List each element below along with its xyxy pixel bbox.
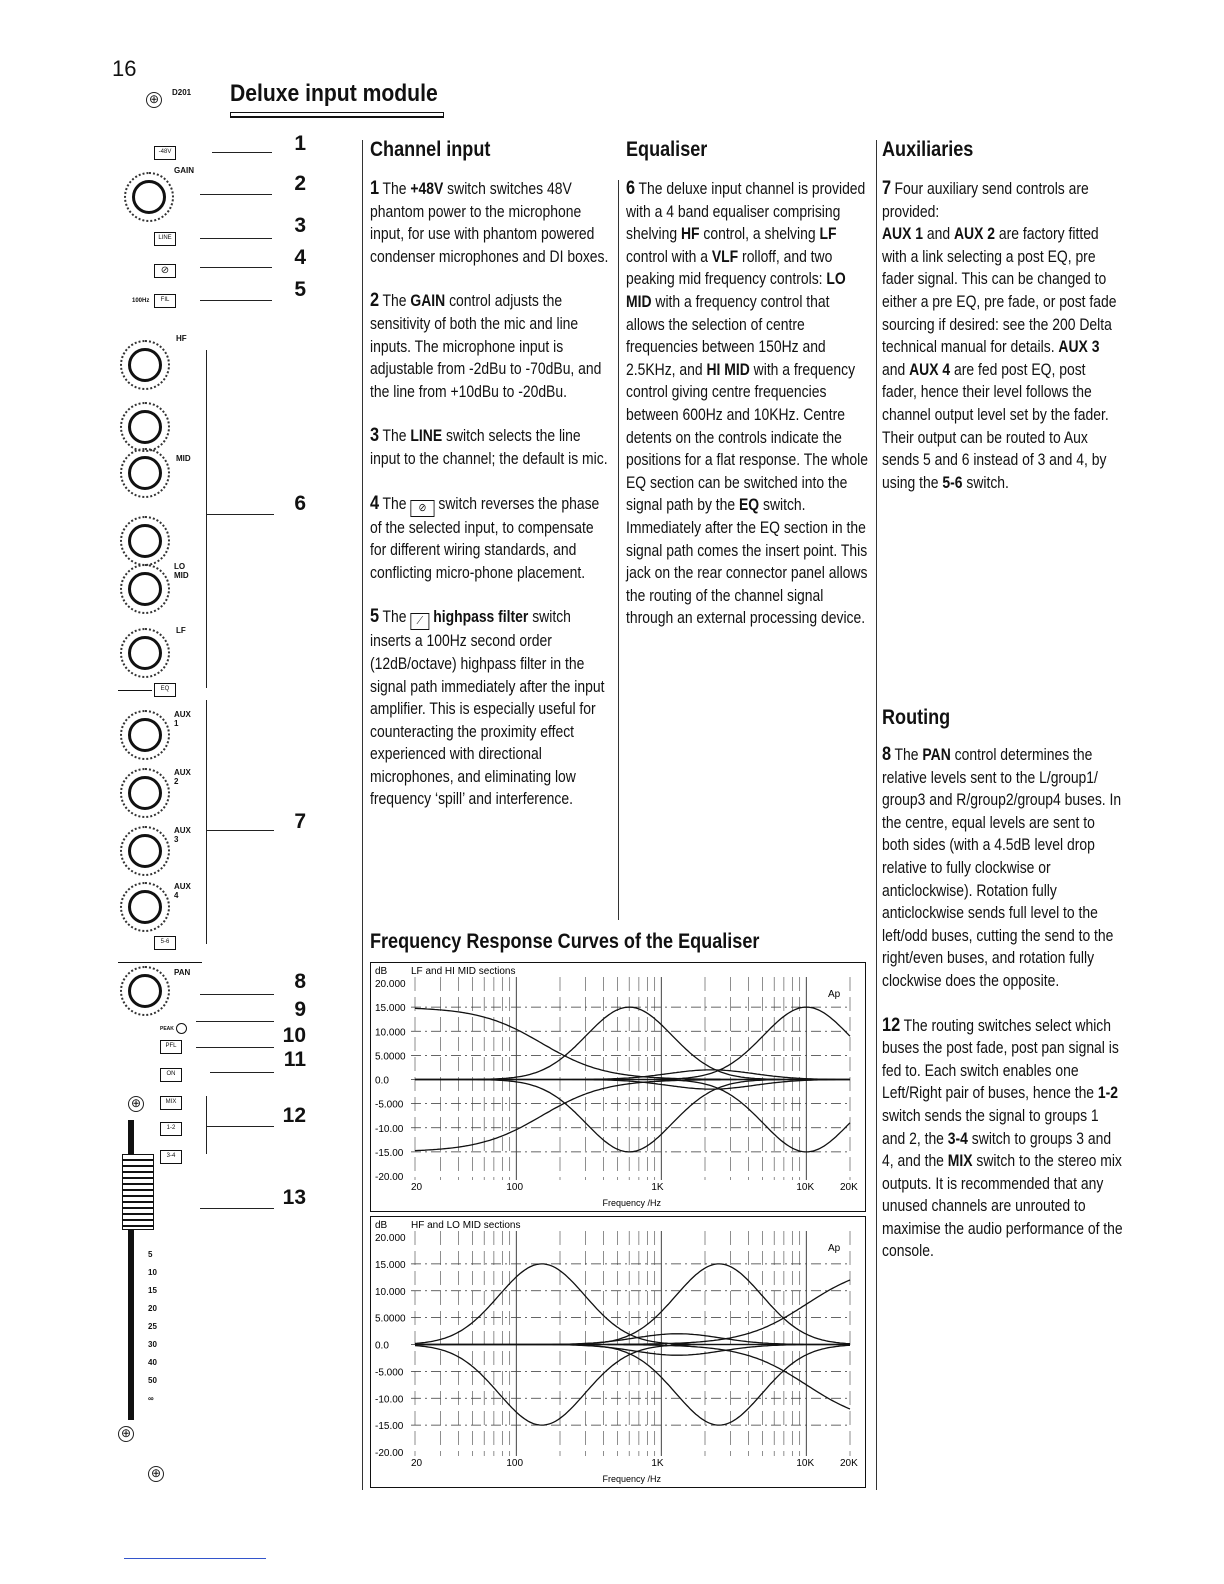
item-number: 2 (370, 290, 380, 312)
pan-knob (128, 974, 162, 1008)
item-number: 5 (370, 606, 380, 628)
callout-4: 4 (294, 246, 306, 269)
callout-line (200, 994, 274, 995)
text-bold: 5-6 (942, 473, 963, 492)
text-bold: HF (680, 225, 700, 244)
callout-line (200, 300, 272, 301)
routing-heading: Routing (882, 706, 951, 729)
page-number: 16 (112, 56, 137, 81)
eq-bracket (206, 350, 207, 688)
chart-title: HF and LO MID sections (411, 1220, 521, 1231)
aux-bracket (206, 700, 207, 944)
hpf-freq-label: 100Hz (132, 298, 150, 304)
title-underline (230, 112, 444, 118)
y-tick-label: -20.00 (375, 1172, 404, 1183)
paragraph-4 (370, 493, 611, 585)
paragraph-8 (882, 744, 1123, 993)
fader-mark: 15 (148, 1286, 157, 1295)
chart-series-line (415, 1080, 850, 1090)
phase-switch: ⊘ (154, 264, 176, 278)
hi-mid-label: MID (176, 454, 191, 463)
item-number: 3 (370, 425, 380, 447)
chart-series-line (415, 1070, 850, 1080)
fader-mark: 50 (148, 1376, 157, 1385)
chart-unit-label: dB (375, 1220, 388, 1231)
y-tick-label: 10.000 (375, 1286, 406, 1298)
channel-strip-illustration (110, 130, 210, 1500)
text-bold: AUX 1 (882, 225, 924, 244)
text: control with a (626, 247, 712, 266)
chart-series-line (415, 1345, 850, 1426)
screw-icon: ⊕ (118, 1426, 134, 1442)
y-tick-label: 0.0 (375, 1340, 389, 1352)
callout-line (206, 830, 274, 831)
callout-2: 2 (294, 172, 306, 195)
text: The (382, 180, 411, 198)
equaliser-heading: Equaliser (626, 138, 708, 161)
x-tick-label: 10K (796, 1182, 815, 1193)
text-bold: MIX (947, 1152, 973, 1171)
paragraph-1 (370, 178, 611, 268)
callout-line (200, 1208, 274, 1209)
text: switch. Immediately after the EQ section in the signal path comes the insert point. This jack on the rear connector panel allows the routing of the channel signal through an external processing device. (626, 496, 868, 628)
gain-label: GAIN (174, 166, 194, 175)
chart-hf-lomid-svg (371, 1217, 864, 1486)
text: switch. (962, 473, 1009, 492)
text: The routing switches select which buses the post fade, post pan signal is fed to. Each switch enables one Left/Right pair of buses, hence the (882, 1016, 1119, 1103)
eq-switch: EQ (154, 683, 176, 697)
y-tick-label: -10.00 (375, 1123, 404, 1135)
y-tick-label: 10.000 (375, 1027, 406, 1039)
peak-led (176, 1023, 187, 1034)
phantom-switch: -48V (154, 146, 176, 160)
y-tick-label: 15.000 (375, 1003, 406, 1015)
aux56-switch: 5-6 (154, 936, 176, 950)
fader-scale (136, 1250, 176, 1420)
text: The deluxe input channel is provided with a 4 band equaliser comprising shelving (626, 180, 866, 244)
text-bold: LF (819, 225, 837, 244)
x-axis-label: Frequency /Hz (602, 1474, 662, 1484)
text: switch selects the line input to the channel; the default is mic. (370, 427, 608, 468)
chart-series-line (415, 1264, 850, 1345)
on-switch: ON (160, 1068, 182, 1082)
text: with a frequency control that allows the selection of centre frequencies between 150Hz and 2.5KHz, and (626, 292, 830, 379)
item-number: 1 (370, 178, 380, 199)
callout-5: 5 (294, 278, 306, 301)
text: The (382, 427, 411, 446)
text: control determines the relative levels sent to the L/group1/ group3 and R/group2/group4 buses. In the centre, equal levels are sent to both sides (with a 4.5dB level drop relative to fully clockwise or anticlockwise). Rotation fully anticlockwise sends full level to the left/odd buses, cutting the send to the right/even buses, and rotation fully clockwise does the opposite. (882, 746, 1122, 990)
text: are factory fitted with a link selecting a post EQ, pre fader signal. This can be changed to either a pre EQ, pre fade, or post fade sourcing if desired: see the 200 Delta technical manual for details. (882, 225, 1117, 357)
highpass-symbol-icon: ⟋ (410, 613, 429, 630)
text-bold: 1-2 (1097, 1084, 1119, 1103)
callout-line (200, 194, 272, 195)
text: The (382, 608, 411, 627)
callout-3: 3 (294, 214, 306, 237)
line-switch: LINE (154, 232, 176, 246)
lf-knob (128, 636, 162, 670)
column-rule (362, 140, 363, 1490)
eq-divider (118, 690, 152, 691)
paragraph-3 (370, 425, 611, 470)
y-tick-label: -15.00 (375, 1147, 404, 1159)
phase-symbol-icon: ⊘ (410, 500, 434, 517)
equaliser-text (626, 178, 869, 652)
callout-line (196, 1047, 274, 1048)
chart-lf-himid (370, 962, 866, 1212)
aux1-label: AUX 1 (174, 710, 191, 728)
text-bold: VLF (711, 247, 739, 266)
callout-12: 12 (282, 1104, 306, 1127)
aux4-knob (128, 890, 162, 924)
y-tick-label: -5.000 (375, 1099, 404, 1111)
hi-mid-gain-knob (128, 456, 162, 490)
fader-mark: 30 (148, 1340, 157, 1349)
mix-switch: MIX (160, 1096, 182, 1110)
aux1-knob (128, 718, 162, 752)
item-number: 7 (882, 178, 892, 199)
callout-13: 13 (282, 1186, 306, 1209)
channel-input-text (370, 178, 611, 833)
footer-rule (124, 1558, 266, 1559)
x-tick-label: 20K (840, 1458, 858, 1469)
screw-icon: ⊕ (146, 92, 162, 108)
routing-text (882, 744, 1123, 1285)
column-rule (876, 140, 877, 1490)
chart-series-line (415, 1280, 850, 1345)
x-tick-label: 1K (651, 1458, 664, 1469)
paragraph-5 (370, 606, 611, 811)
text-bold: GAIN (410, 292, 446, 311)
aux3-label: AUX 3 (174, 826, 191, 844)
hf-knob (128, 348, 162, 382)
gain-knob (132, 180, 166, 214)
text-bold: EQ (738, 496, 760, 515)
chart-series-line (415, 1007, 850, 1079)
fader-mark: 20 (148, 1304, 157, 1313)
peak-label: PEAK (160, 1026, 174, 1032)
auxiliaries-heading: Auxiliaries (882, 138, 974, 161)
pan-label: PAN (174, 968, 191, 977)
auxiliaries-text (882, 178, 1123, 516)
chart-ap-label: Ap (828, 1243, 841, 1254)
item-number: 12 (882, 1014, 901, 1036)
channel-input-heading: Channel input (370, 138, 491, 161)
text-bold: LO MID (626, 270, 846, 311)
text: and (882, 360, 910, 379)
fader-mark: 5 (148, 1250, 153, 1259)
paragraph-12 (882, 1015, 1123, 1264)
route-34-switch: 3-4 (160, 1150, 182, 1164)
y-tick-label: 20.000 (375, 979, 406, 990)
fader-mark: 25 (148, 1322, 157, 1331)
callout-7: 7 (294, 810, 306, 833)
chart-series-line (415, 1345, 850, 1410)
y-tick-label: -15.00 (375, 1421, 404, 1433)
screw-icon: ⊕ (148, 1466, 164, 1482)
chart-series-line (415, 1080, 850, 1152)
callout-line (206, 1126, 274, 1127)
callout-line (210, 1072, 274, 1073)
x-tick-label: 1K (651, 1182, 664, 1193)
y-tick-label: -10.00 (375, 1394, 404, 1406)
paragraph-6 (626, 178, 869, 630)
lf-label: LF (176, 626, 186, 635)
y-tick-label: -20.00 (375, 1448, 404, 1459)
callout-line (200, 238, 272, 239)
text: rolloff, and two peaking mid frequency controls: (626, 247, 833, 289)
lo-mid-freq-knob (128, 524, 162, 558)
text: with a frequency control giving centre frequencies between 600Hz and 10KHz. Centre detents on the controls indicate the positions for a flat response. The whole EQ section can be switched into the signal path by the (626, 360, 868, 515)
page-title: Deluxe input module (230, 80, 438, 107)
callout-line (200, 267, 272, 268)
text: switch switches 48V phantom power to the microphone input, for use with phantom powered condenser microphones and DI boxes. (370, 180, 609, 266)
y-tick-label: 20.000 (375, 1233, 406, 1244)
fader-mark: 40 (148, 1358, 157, 1367)
text-bold: highpass filter (429, 608, 529, 627)
y-tick-label: 5.0000 (375, 1313, 406, 1325)
chart-series-line (415, 1080, 850, 1152)
callout-1: 1 (294, 132, 306, 155)
aux4-label: AUX 4 (174, 882, 191, 900)
routing-bracket (206, 1096, 207, 1154)
aux2-knob (128, 776, 162, 810)
chart-series-line (415, 1345, 850, 1426)
chart-series-line (415, 1007, 850, 1079)
y-tick-label: 0.0 (375, 1075, 389, 1087)
chart-series-line (415, 1264, 850, 1345)
text: control, a shelving (699, 225, 820, 244)
x-tick-label: 20 (411, 1182, 423, 1193)
callout-8: 8 (294, 970, 306, 993)
text: switch sends the signal to groups 1 and 2, the (882, 1106, 1099, 1148)
screw-icon: ⊕ (128, 1096, 144, 1112)
chart-hf-lomid (370, 1216, 866, 1488)
hf-label: HF (176, 334, 187, 343)
column-rule (618, 180, 619, 920)
text-bold: PAN (922, 746, 951, 764)
hi-mid-freq-knob (128, 410, 162, 444)
text: The (382, 292, 411, 311)
x-tick-label: 100 (506, 1458, 524, 1469)
text: The (382, 494, 411, 513)
text-bold: AUX 2 (953, 225, 995, 244)
callout-9: 9 (294, 998, 306, 1021)
text: The (894, 746, 923, 764)
callout-line (206, 514, 274, 515)
x-axis-label: Frequency /Hz (602, 1198, 662, 1208)
text: switch to groups 3 and 4, and the (882, 1129, 1112, 1171)
curves-heading: Frequency Response Curves of the Equaliser (370, 930, 760, 953)
hpf-switch: FIL (154, 294, 176, 308)
text: switch to the stereo mix outputs. It is recommended that any unused channels are unrouted to maximise the audio performance of the console. (882, 1152, 1123, 1261)
callout-10: 10 (282, 1024, 306, 1047)
chart-title: LF and HI MID sections (411, 966, 516, 977)
pan-divider (118, 962, 202, 963)
text: switch reverses the phase of the selected input, to compensate for different wiring standards, and conflicting micro-phone placement. (370, 494, 600, 582)
callout-6: 6 (294, 492, 306, 515)
callout-line (196, 1021, 274, 1022)
paragraph-2 (370, 290, 611, 403)
x-tick-label: 20 (411, 1458, 423, 1469)
y-tick-label: -5.000 (375, 1367, 404, 1379)
y-tick-label: 5.0000 (375, 1051, 406, 1063)
fader-knob (122, 1154, 154, 1230)
lo-mid-gain-knob (128, 572, 162, 606)
chart-series-line (415, 1080, 850, 1151)
pfl-switch: PFL (160, 1040, 182, 1054)
x-tick-label: 100 (506, 1182, 524, 1193)
x-tick-label: 10K (796, 1458, 815, 1469)
y-tick-label: 15.000 (375, 1259, 406, 1271)
chart-lf-himid-svg (371, 963, 864, 1210)
text-bold: AUX 3 (1058, 338, 1100, 357)
text: Four auxiliary send controls are provided: (882, 180, 1089, 221)
fader-mark: ∞ (148, 1394, 154, 1403)
text: control adjusts the sensitivity of both the mic and line inputs. The microphone input is adjustable from -2dBu to -70dBu, and the line from +10dBu to -20dBu. (370, 292, 602, 401)
aux2-label: AUX 2 (174, 768, 191, 786)
chart-series-line (415, 1008, 850, 1079)
text: switch inserts a 100Hz second order (12dB/octave) highpass filter in the signal path immediately after the input amplifier. This is especially useful for counteracting the proximity effect experienced with directional microphones, and eliminating low frequency ‘spill’ and interference. (370, 608, 605, 809)
text: and (923, 225, 954, 244)
text-bold: AUX 4 (909, 360, 951, 379)
text-bold: HI MID (706, 360, 750, 379)
item-number: 6 (626, 178, 636, 199)
text: are fed post EQ, post fader, hence their level follows the channel output level set by the fader. Their output can be routed to Aux sends 5 and 6 instead of 3 and 4, by using the (882, 360, 1109, 492)
text-bold: +48V (410, 180, 444, 198)
lo-mid-label: LO MID (174, 562, 189, 580)
chart-unit-label: dB (375, 966, 388, 977)
module-code: D201 (172, 88, 192, 97)
route-12-switch: 1-2 (160, 1122, 182, 1136)
item-number: 8 (882, 744, 892, 765)
fader-mark: 10 (148, 1268, 157, 1277)
callout-11: 11 (283, 1048, 306, 1071)
text-bold: 3-4 (947, 1129, 968, 1148)
chart-ap-label: Ap (828, 989, 841, 1000)
x-tick-label: 20K (840, 1182, 858, 1193)
aux3-knob (128, 834, 162, 868)
text-bold: LINE (410, 427, 443, 446)
callout-line (212, 152, 272, 153)
paragraph-7 (882, 178, 1123, 494)
item-number: 4 (370, 492, 380, 514)
